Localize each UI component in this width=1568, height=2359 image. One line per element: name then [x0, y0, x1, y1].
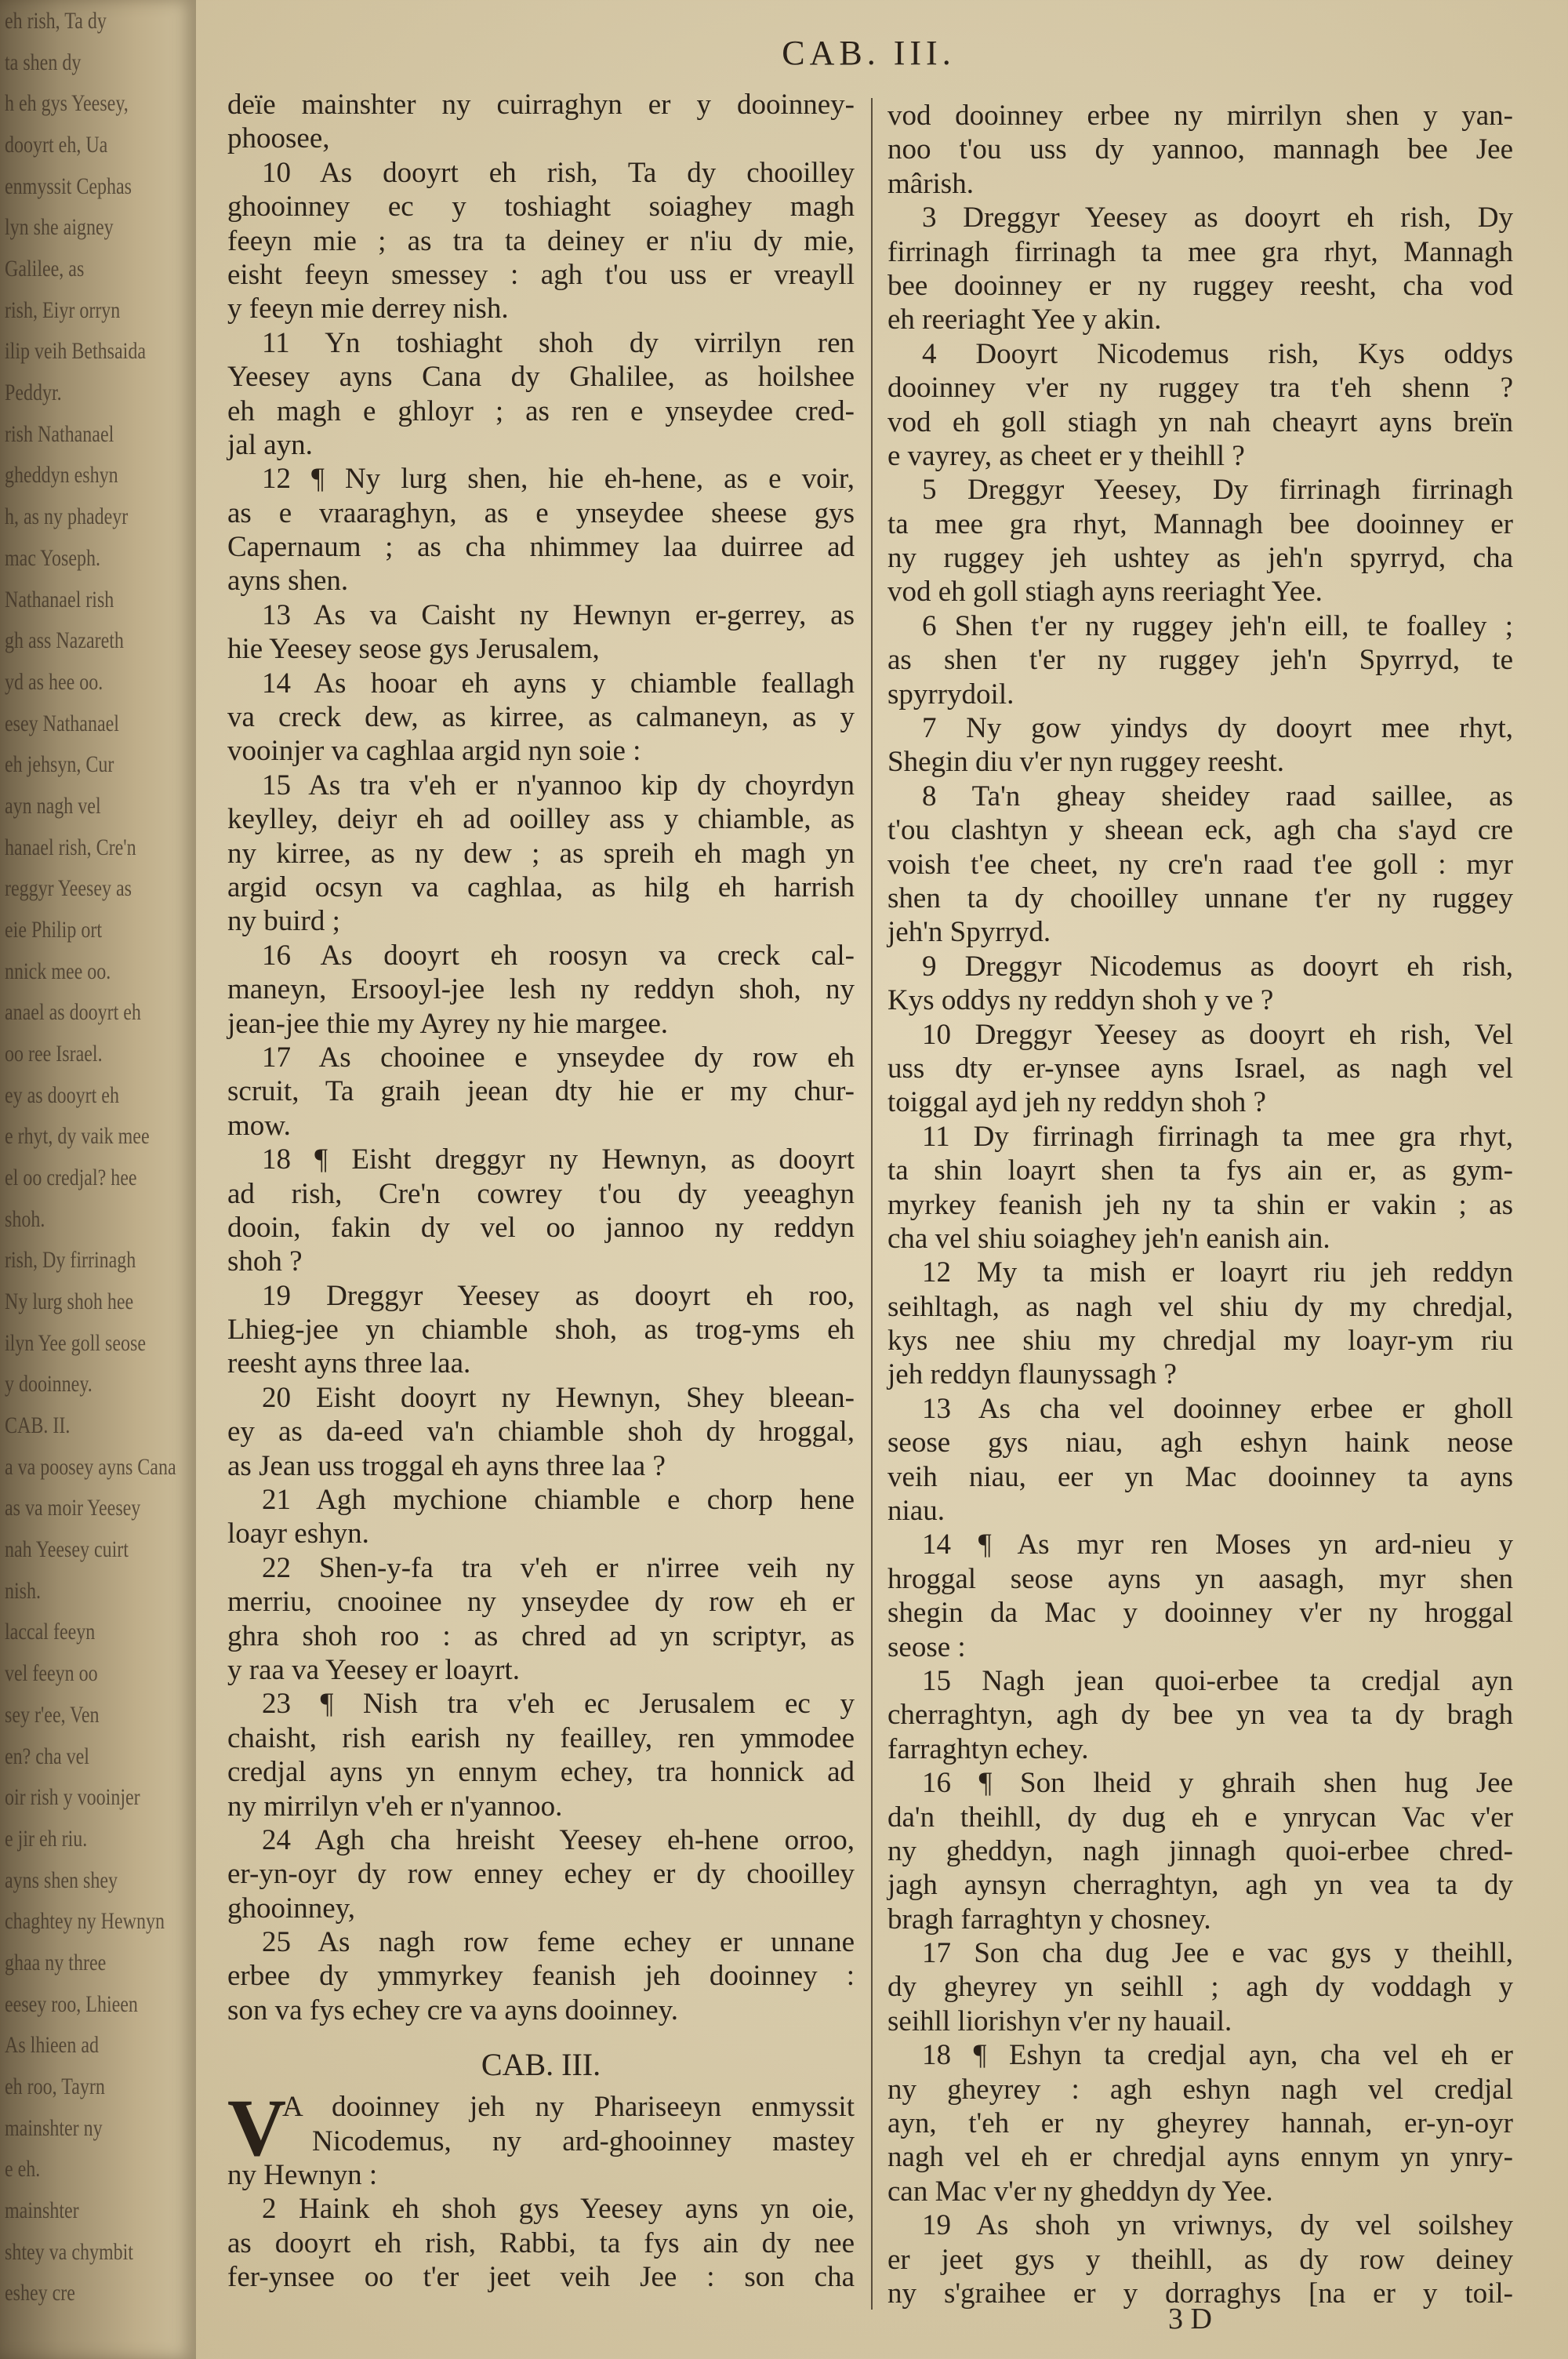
text-line: cherraghtyn, agh dy bee yn vea ta dy bragh	[887, 1699, 1513, 1732]
verse-paragraph	[227, 598, 855, 667]
text-line: 7 Ny gow yindys dy dooyrt mee rhyt,	[922, 712, 1513, 745]
text-line: Nicodemus, ny ard-ghooinney mastey	[312, 2125, 855, 2157]
text-line: shen ta dy chooilley unnane t'er ny ruggey	[887, 881, 1513, 914]
text-line: erbee dy ymmyrkey feanish jeh dooinney :	[227, 1960, 855, 1993]
text-line: maneyn, Ersooyl-jee lesh ny reddyn shoh, ny	[227, 973, 855, 1006]
text-line: ny kirree, as ny dew ; as spreih eh magh yn	[227, 837, 855, 870]
facing-page-fragment: vel feeyn oo	[5, 1660, 98, 1687]
facing-page-fragment: nnick mee oo.	[5, 958, 111, 984]
chapter-heading: CAB. III.	[481, 2047, 601, 2083]
text-line: 19 As shoh yn vriwnys, dy vel soilshey	[922, 2209, 1513, 2242]
text-line: 8 Ta'n gheay sheidey raad saillee, as	[922, 780, 1513, 812]
text-line: mow.	[227, 1109, 291, 1142]
text-line: kys nee shiu my chredjal my loayr-ym riu	[887, 1325, 1513, 1358]
facing-page-fragment: oir rish y vooinjer	[5, 1784, 140, 1811]
verse-paragraph	[227, 88, 855, 156]
text-line: 11 Dy firrinagh firrinagh ta mee gra rhyt,	[922, 1120, 1513, 1153]
text-line: hroggal seose ayns yn aasagh, myr shen	[887, 1562, 1513, 1595]
facing-page-fragment: eesey roo, Lhieen	[5, 1990, 138, 2017]
text-line: ny gheyrey : agh eshyn nagh vel credjal	[887, 2073, 1513, 2106]
text-line: 13 As va Caisht ny Hewnyn er-gerrey, as	[262, 598, 855, 631]
facing-page-fragment: ilip veih Bethsaida	[5, 338, 146, 365]
verse-paragraph	[227, 1483, 855, 1551]
facing-page-fragment: rish, Dy firrinagh	[5, 1247, 136, 1274]
verse-paragraph	[227, 1279, 855, 1381]
text-line: A dooinney jeh ny Phariseeyn enmyssit	[282, 2091, 855, 2124]
text-line: ny gheddyn, nagh jinnagh quoi-erbee chred-	[887, 1834, 1513, 1867]
text-line: ta mee gra rhyt, Mannagh bee dooinney er	[887, 507, 1513, 540]
facing-page-fragment: a va poosey ayns Cana	[5, 1453, 176, 1480]
text-line: y feeyn mie derrey nish.	[227, 293, 509, 325]
facing-page-fragment: CAB. II.	[5, 1412, 71, 1439]
verse-paragraph	[887, 2038, 1513, 2208]
facing-page-fragment: ey as dooyrt eh	[5, 1081, 119, 1108]
text-line: ghooinney,	[227, 1892, 356, 1925]
text-line: jeh reddyn flaunyssagh ?	[887, 1358, 1177, 1391]
text-line: jal ayn.	[227, 428, 313, 461]
verse-paragraph	[887, 1528, 1513, 1664]
text-line: ghooinney ec y toshiaght soiaghey magh	[227, 191, 855, 224]
text-line: 15 Nagh jean quoi-erbee ta credjal ayn	[922, 1664, 1513, 1697]
facing-page-fragment: ghaa ny three	[5, 1949, 107, 1976]
text-line: Shegin diu v'er nyn ruggey reesht.	[887, 746, 1285, 779]
verse-paragraph	[887, 1766, 1513, 1936]
text-line: ny ruggey jeh ushtey as jeh'n spyrryd, cha	[887, 542, 1513, 575]
verse-paragraph	[887, 337, 1513, 474]
verse-paragraph	[887, 950, 1513, 1018]
text-line: reesht ayns three laa.	[227, 1347, 471, 1380]
verse-paragraph	[227, 1041, 855, 1143]
left-column	[227, 88, 855, 2295]
text-line: merriu, cnooinee ny ynseydee dy row eh er	[227, 1586, 855, 1619]
text-line: 6 Shen t'er ny ruggey jeh'n eill, te foalley ;	[922, 609, 1513, 642]
facing-page-fragment: e eh.	[5, 2156, 41, 2183]
text-line: 12 ¶ Ny lurg shen, hie eh-hene, as e voir,	[262, 463, 855, 496]
text-line: 17 As chooinee e ynseydee dy row eh	[262, 1041, 855, 1074]
text-line: 23 ¶ Nish tra v'eh ec Jerusalem ec y	[262, 1688, 855, 1721]
text-line: eh magh e ghloyr ; as ren e ynseydee cred-	[227, 394, 855, 427]
facing-page-fragment: Galilee, as	[5, 256, 85, 282]
drop-cap: V	[227, 2083, 287, 2174]
text-line: Yeesey ayns Cana dy Ghalilee, as hoilshee	[227, 361, 855, 394]
facing-page-fragment: ayn nagh vel	[5, 792, 101, 819]
text-line: vod eh goll stiagh ayns reeriaght Yee.	[887, 576, 1323, 609]
right-column	[887, 99, 1513, 2310]
text-line: 17 Son cha dug Jee e vac gys y theihll,	[922, 1937, 1513, 1970]
facing-page-fragment: eh rish, Ta dy	[5, 8, 107, 34]
text-line: 16 As dooyrt eh roosyn va creck cal-	[262, 939, 855, 972]
text-line: nagh vel eh er chredjal ayns ennym yn ynry-	[887, 2141, 1513, 2174]
text-line: y raa va Yeesey er loayrt.	[227, 1653, 520, 1686]
facing-page-fragment: rish Nathanael	[5, 420, 114, 447]
text-line: 10 As dooyrt eh rish, Ta dy chooilley	[262, 156, 855, 189]
text-line: 24 Agh cha hreisht Yeesey eh-hene orroo,	[262, 1823, 855, 1856]
text-line: bee dooinney er ny ruggey reesht, cha vod	[887, 269, 1513, 302]
facing-page-fragment: eshey cre	[5, 2280, 75, 2306]
text-line: niau.	[887, 1495, 945, 1528]
text-line: ayn, t'eh er ny gheyrey hannah, er-yn-oyr	[887, 2107, 1513, 2140]
text-line: 22 Shen-y-fa tra v'eh er n'irree veih ny	[262, 1551, 855, 1584]
facing-page-fragment: ta shen dy	[5, 49, 82, 75]
text-line: 9 Dreggyr Nicodemus as dooyrt eh rish,	[922, 950, 1513, 983]
text-line: Lhieg-jee yn chiamble shoh, as trog-yms eh	[227, 1314, 855, 1347]
text-line: firrinagh firrinagh ta mee gra rhyt, Mannagh	[887, 235, 1513, 268]
verse-paragraph	[887, 2208, 1513, 2310]
facing-page-fragment: hanael rish, Cre'n	[5, 834, 136, 860]
column-rule	[871, 98, 873, 2310]
text-line: credjal ayns yn ennym echey, tra honnick ad	[227, 1756, 855, 1789]
facing-page-fragment: eh jehsyn, Cur	[5, 751, 114, 778]
text-line: as Jean uss troggal eh ayns three laa ?	[227, 1449, 666, 1482]
drop-cap-paragraph	[227, 2083, 855, 2192]
text-line: vod dooinney erbee ny mirrilyn shen y yan-	[887, 100, 1513, 132]
facing-page-fragment: el oo credjal? hee	[5, 1165, 137, 1190]
text-line: 3 Dreggyr Yeesey as dooyrt eh rish, Dy	[922, 202, 1513, 234]
facing-page-fragment: e jir eh riu.	[5, 1825, 88, 1852]
text-line: hie Yeesey seose gys Jerusalem,	[227, 633, 600, 666]
verse-paragraph	[887, 711, 1513, 780]
verse-paragraph	[887, 1936, 1513, 2038]
verse-paragraph	[887, 1018, 1513, 1120]
text-line: 15 As tra v'eh er n'yannoo kip dy choyrdyn	[262, 769, 855, 801]
text-line: shoh ?	[227, 1245, 303, 1278]
verse-paragraph	[227, 769, 855, 939]
facing-page-fragment: Ny lurg shoh hee	[5, 1289, 134, 1315]
signature-mark: 3 D	[1168, 2303, 1212, 2335]
facing-page-fragment: eh roo, Tayrn	[5, 2073, 105, 2099]
facing-page-fragment: Nathanael rish	[5, 586, 114, 612]
text-line: bragh farraghtyn y chosney.	[887, 1903, 1211, 1936]
verse-paragraph	[887, 201, 1513, 337]
text-line: 21 Agh mychione chiamble e chorp hene	[262, 1484, 855, 1517]
facing-page-fragment: as va moir Yeesey	[5, 1495, 141, 1521]
verse-paragraph	[887, 1392, 1513, 1528]
text-line: er jeet gys y theihll, as dy row deiney	[887, 2243, 1513, 2276]
verse-paragraph	[227, 1551, 855, 1688]
text-line: 25 As nagh row feme echey er unnane	[262, 1926, 855, 1959]
text-line: eisht feeyn smessey : agh t'ou uss er vreayll	[227, 258, 855, 291]
text-line: phoosee,	[227, 122, 330, 155]
verse-paragraph	[227, 156, 855, 326]
verse-paragraph	[887, 99, 1513, 201]
text-line: 12 My ta mish er loayrt riu jeh reddyn	[922, 1256, 1513, 1289]
text-line: noo t'ou uss dy yannoo, mannagh bee Jee	[887, 133, 1513, 166]
text-line: ny mirrilyn v'eh er n'yannoo.	[227, 1790, 563, 1823]
text-line: er-yn-oyr dy row enney echey er dy chooilley	[227, 1858, 855, 1891]
text-line: ta shin loayrt shen ta fys ain er, as gym-	[887, 1154, 1513, 1187]
text-line: feeyn mie ; as tra ta deiney er n'iu dy mie,	[227, 224, 855, 257]
text-line: 18 ¶ Eisht dreggyr ny Hewnyn, as dooyrt	[262, 1143, 855, 1176]
text-line: can Mac v'er ny gheddyn dy Yee.	[887, 2175, 1273, 2208]
facing-page-fragment: gheddyn eshyn	[5, 462, 118, 489]
facing-page-fragment: mainshter	[5, 2197, 79, 2223]
facing-page-fragment: As lhieen ad	[5, 2032, 99, 2059]
text-line: cha vel shiu soiaghey jeh'n eanish ain.	[887, 1222, 1330, 1255]
verse-paragraph	[227, 462, 855, 598]
text-line: 14 As hooar eh ayns y chiamble feallagh	[262, 667, 855, 700]
running-head: CAB. III.	[782, 34, 956, 72]
text-line: 14 ¶ As myr ren Moses yn ard-nieu y	[922, 1528, 1513, 1561]
facing-page-fragment: e rhyt, dy vaik mee	[5, 1123, 150, 1150]
text-line: seihll liorishyn v'er ny hauail.	[887, 2005, 1232, 2037]
facing-page-fragment: reggyr Yeesey as	[5, 875, 132, 902]
facing-page-fragment: Peddyr.	[5, 380, 62, 406]
text-line: as shen t'er ny ruggey jeh'n Spyrryd, te	[887, 644, 1513, 677]
facing-page-fragment: yd as hee oo.	[5, 668, 103, 695]
verse-paragraph	[227, 1381, 855, 1483]
text-line: voish t'ee cheet, ny cre'n raad t'ee goll : myr	[887, 848, 1513, 881]
facing-page-fragment: mainshter ny	[5, 2114, 103, 2141]
text-line: vod eh goll stiagh yn nah cheayrt ayns breïn	[887, 405, 1513, 438]
text-line: as dooyrt eh rish, Rabbi, ta fys ain dy nee	[227, 2226, 855, 2259]
facing-page-fragment: en? cha vel	[5, 1743, 89, 1769]
text-line: 19 Dreggyr Yeesey as dooyrt eh roo,	[262, 1279, 855, 1312]
facing-page-fragment: oo ree Israel.	[5, 1040, 103, 1067]
verse-paragraph	[227, 2192, 855, 2294]
text-line: 10 Dreggyr Yeesey as dooyrt eh rish, Vel	[922, 1018, 1513, 1051]
text-line: 20 Eisht dooyrt ny Hewnyn, Shey bleean-	[262, 1381, 855, 1414]
text-line: shegin da Mac y dooinney v'er ny hroggal	[887, 1597, 1513, 1630]
facing-page-edge	[0, 0, 196, 2359]
text-line: ghra shoh roo : as chred ad yn scriptyr, as	[227, 1619, 855, 1652]
verse-paragraph	[227, 939, 855, 1041]
text-line: dy gheyrey yn seihll ; agh dy voddagh y	[887, 1971, 1513, 2004]
facing-page-fragment: nish.	[5, 1577, 42, 1604]
verse-paragraph	[227, 667, 855, 769]
facing-page-fragment: mac Yoseph.	[5, 544, 101, 571]
facing-page-fragment: shoh.	[5, 1205, 45, 1232]
text-line: as e vraaraghyn, as e ynseydee sheese gys	[227, 496, 855, 529]
text-line: dooinney v'er ny ruggey tra t'eh shenn ?	[887, 372, 1513, 405]
text-line: ad rish, Cre'n cowrey t'ou dy yeeaghyn	[227, 1177, 855, 1210]
text-line: scruit, Ta graih jeean dty hie er my chur-	[227, 1075, 855, 1108]
text-line: 16 ¶ Son lheid y ghraih shen hug Jee	[922, 1767, 1513, 1800]
text-line: farraghtyn echey.	[887, 1732, 1089, 1765]
facing-page-fragment: y dooinney.	[5, 1371, 93, 1398]
facing-page-fragment: enmyssit Cephas	[5, 173, 132, 199]
text-line: seihltagh, as nagh vel shiu dy my chredjal,	[887, 1290, 1513, 1323]
text-line: Capernaum ; as cha nhimmey laa duirree ad	[227, 531, 855, 564]
text-line: fer-ynsee oo t'er jeet veih Jee : son cha	[227, 2261, 855, 2294]
facing-page-fragment: eie Philip ort	[5, 916, 102, 943]
text-line: ny s'graihee er y dorraghys [na er y toil-	[887, 2277, 1513, 2310]
text-line: t'ou clashtyn y sheean eck, agh cha s'ayd cre	[887, 814, 1513, 847]
text-line: va creck dew, as kirree, as calmaneyn, as y	[227, 701, 855, 734]
verse-paragraph	[887, 1664, 1513, 1766]
facing-page-fragment: esey Nathanael	[5, 710, 119, 736]
facing-page-fragment: h eh gys Yeesey,	[5, 90, 129, 117]
verse-paragraph	[227, 1143, 855, 1279]
verse-paragraph	[227, 1823, 855, 1925]
verse-paragraph	[887, 1120, 1513, 1256]
facing-page-fragment: sey r'ee, Ven	[5, 1701, 100, 1728]
facing-page-fragment: nah Yeesey cuirt	[5, 1536, 129, 1563]
text-line: deïe mainshter ny cuirraghyn er y dooinney-	[227, 89, 855, 121]
verse-paragraph	[887, 780, 1513, 950]
text-line: dooin, fakin dy vel oo jannoo ny reddyn	[227, 1211, 855, 1244]
verse-paragraph	[227, 1925, 855, 2027]
text-line: seose :	[887, 1630, 966, 1663]
verse-paragraph	[227, 1687, 855, 1823]
facing-page-fragment: h, as ny phadeyr	[5, 503, 129, 530]
verse-paragraph	[887, 609, 1513, 711]
text-line: jeh'n Spyrryd.	[887, 916, 1051, 949]
text-line: 2 Haink eh shoh gys Yeesey ayns yn oie,	[262, 2193, 855, 2226]
text-line: spyrrydoil.	[887, 678, 1014, 711]
facing-page-fragment: gh ass Nazareth	[5, 627, 124, 654]
text-line: 13 As cha vel dooinney erbee er gholl	[922, 1392, 1513, 1425]
text-line: 4 Dooyrt Nicodemus rish, Kys oddys	[922, 337, 1513, 370]
text-line: vooinjer va caghlaa argid nyn soie :	[227, 735, 641, 768]
facing-page-fragment: laccal feeyn	[5, 1619, 96, 1645]
facing-page-fragment: lyn she aigney	[5, 214, 114, 241]
text-line: ny Hewnyn :	[227, 2159, 378, 2192]
text-line: jagh aynsyn cherraghtyn, agh yn vea ta dy	[887, 1869, 1513, 1902]
facing-page-fragment: dooyrt eh, Ua	[5, 132, 108, 158]
text-line: uss dty er-ynsee ayns Israel, as nagh vel	[887, 1052, 1513, 1085]
text-line: ey as da-eed va'n chiamble shoh dy hroggal,	[227, 1416, 855, 1448]
text-line: son va fys echey cre va ayns dooinney.	[227, 1994, 679, 2026]
verse-paragraph	[227, 326, 855, 463]
text-line: ayns shen.	[227, 565, 349, 598]
facing-page-fragment: anael as dooyrt eh	[5, 999, 141, 1026]
text-line: ny buird ;	[227, 905, 340, 938]
text-line: 11 Yn toshiaght shoh dy virrilyn ren	[262, 326, 855, 359]
facing-page-fragment: ilyn Yee goll seose	[5, 1329, 146, 1356]
text-line: argid ocsyn va caghlaa, as hilg eh harrish	[227, 871, 855, 903]
text-line: chaisht, rish earish ny feailley, ren ymmodee	[227, 1721, 855, 1754]
facing-page-fragment: shtey va chymbit	[5, 2238, 133, 2265]
text-line: da'n theihll, dy dug eh e ynrycan Vac v'er	[887, 1801, 1513, 1834]
text-line: keylley, deiyr eh ad ooilley ass y chiamble, as	[227, 803, 855, 836]
text-line: 18 ¶ Eshyn ta credjal ayn, cha vel eh er	[922, 2039, 1513, 2072]
text-line: veih niau, eer yn Mac dooinney ta ayns	[887, 1460, 1513, 1493]
text-line: 5 Dreggyr Yeesey, Dy firrinagh firrinagh	[922, 474, 1513, 507]
text-line: jean-jee thie my Ayrey ny hie margee.	[227, 1007, 669, 1040]
text-line: e vayrey, as cheet er y theihll ?	[887, 439, 1245, 472]
verse-paragraph	[887, 473, 1513, 609]
text-line: mârish.	[887, 167, 974, 200]
text-line: myrkey feanish jeh ny ta shin er vakin ; as	[887, 1188, 1513, 1221]
facing-page-fragment: chaghtey ny Hewnyn	[5, 1908, 165, 1935]
text-line: Kys oddys ny reddyn shoh y ve ?	[887, 984, 1274, 1017]
facing-page-fragment: rish, Eiyr orryn	[5, 296, 121, 323]
verse-paragraph	[887, 1256, 1513, 1392]
text-line: loayr eshyn.	[227, 1518, 369, 1550]
text-line: eh reeriaght Yee y akin.	[887, 304, 1162, 336]
text-line: seose gys niau, agh eshyn haink neose	[887, 1427, 1513, 1459]
text-line: toiggal ayd jeh ny reddyn shoh ?	[887, 1086, 1266, 1119]
facing-page-fragment: ayns shen shey	[5, 1866, 118, 1893]
